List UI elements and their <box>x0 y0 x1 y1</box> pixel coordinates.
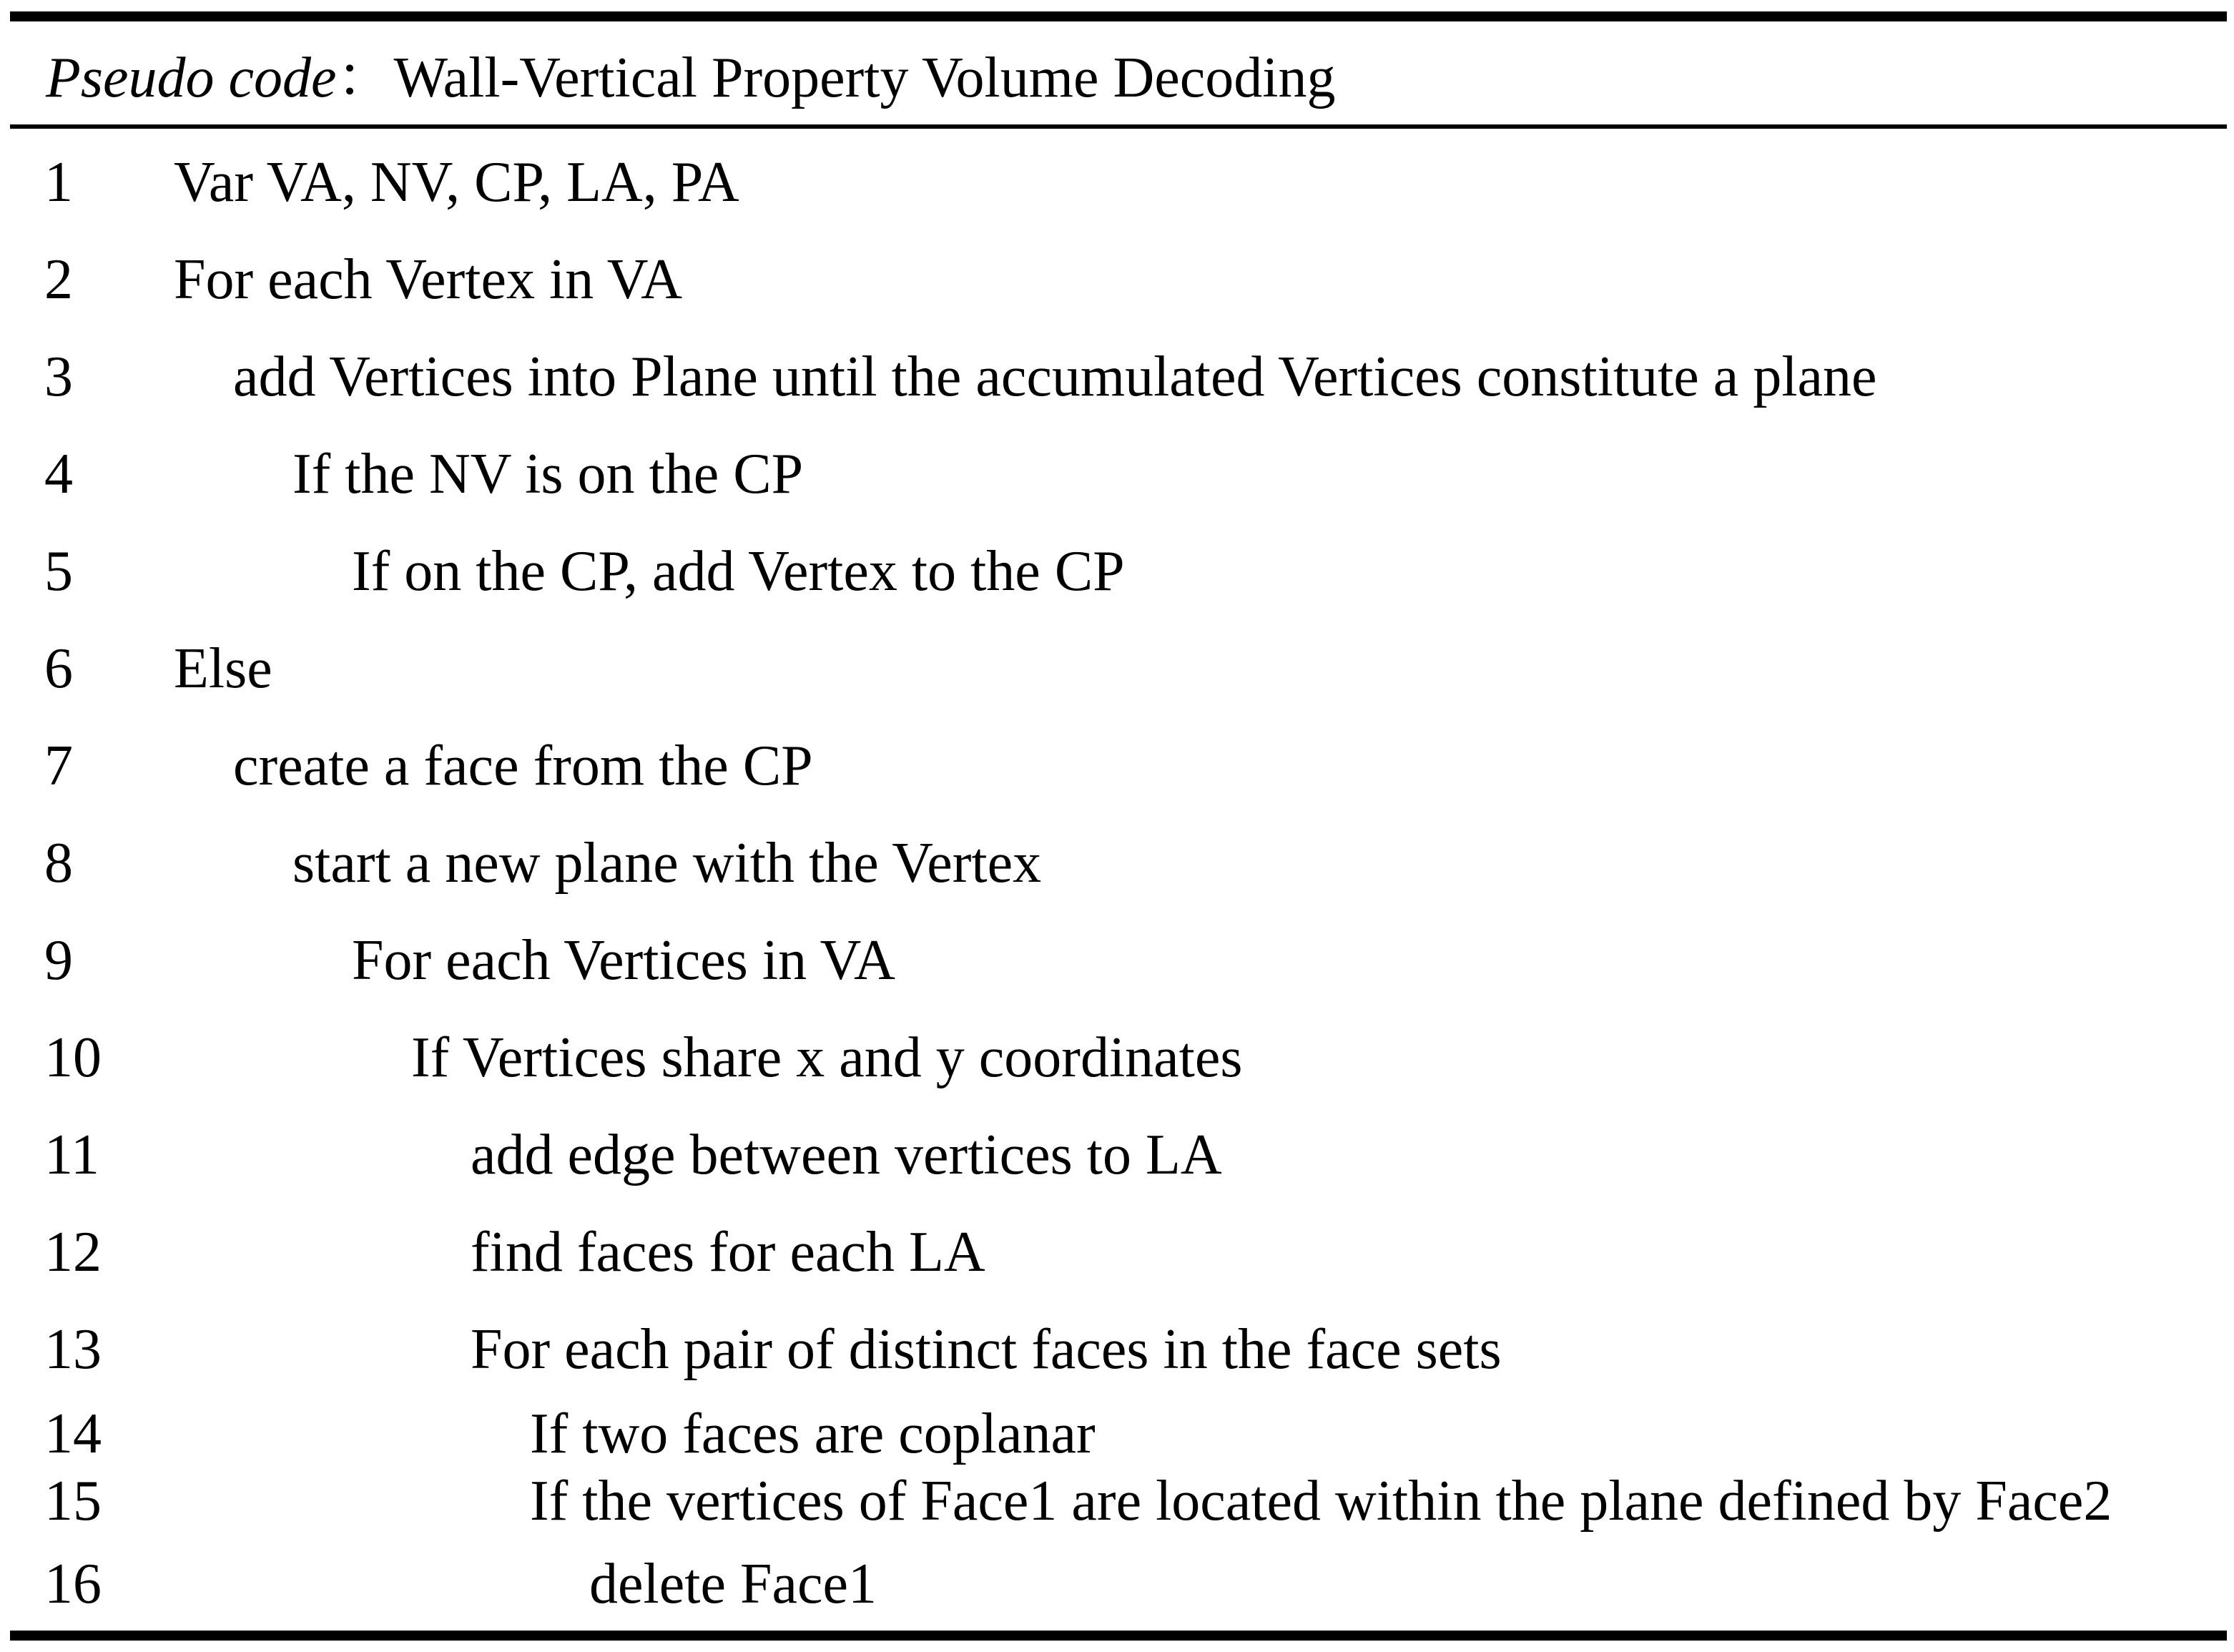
line-number: 4 <box>44 443 73 506</box>
code-line <box>0 240 2234 319</box>
code-line <box>0 143 2234 222</box>
code-text: create a face from the CP <box>233 734 813 797</box>
code-text: If the vertices of Face1 are located within the plane defined by Face2 <box>530 1470 2112 1533</box>
line-number: 3 <box>44 345 73 408</box>
code-line <box>0 1018 2234 1097</box>
code-text: If Vertices share x and y coordinates <box>411 1026 1243 1089</box>
code-line <box>0 1545 2234 1623</box>
table-header <box>46 39 1335 117</box>
code-line <box>0 1116 2234 1194</box>
line-number: 6 <box>44 637 73 700</box>
bottom-rule <box>10 1631 2227 1641</box>
line-number: 8 <box>44 832 73 895</box>
line-number: 9 <box>44 929 73 992</box>
code-text: add edge between vertices to LA <box>471 1124 1222 1186</box>
line-number: 7 <box>44 734 73 797</box>
code-line <box>0 532 2234 611</box>
code-line <box>0 727 2234 805</box>
code-text: If the NV is on the CP <box>292 443 804 506</box>
code-text: For each Vertices in VA <box>352 929 895 992</box>
code-line <box>0 824 2234 903</box>
line-number: 13 <box>44 1318 102 1381</box>
header-rule <box>10 124 2227 129</box>
code-line <box>0 921 2234 1000</box>
code-line <box>0 435 2234 513</box>
header-title: Wall-Vertical Property Volume Decoding <box>393 46 1336 109</box>
line-number: 11 <box>44 1124 100 1186</box>
line-number: 15 <box>44 1470 102 1533</box>
code-text: If on the CP, add Vertex to the CP <box>352 540 1125 603</box>
code-text: delete Face1 <box>589 1553 877 1616</box>
line-number: 1 <box>44 151 73 214</box>
line-number: 16 <box>44 1553 102 1616</box>
code-text: Var VA, NV, CP, LA, PA <box>174 151 739 214</box>
code-text: add Vertices into Plane until the accumulated Vertices constitute a plane <box>233 345 1877 408</box>
code-text: start a new plane with the Vertex <box>292 832 1042 895</box>
code-line <box>0 1213 2234 1292</box>
code-text: Else <box>174 637 272 700</box>
code-text: If two faces are coplanar <box>530 1402 1096 1465</box>
line-number: 5 <box>44 540 73 603</box>
header-label: Pseudo code <box>46 46 337 109</box>
code-text: find faces for each LA <box>471 1221 985 1284</box>
line-number: 14 <box>44 1402 102 1465</box>
line-number: 12 <box>44 1221 102 1284</box>
top-rule <box>10 11 2227 21</box>
code-text: For each pair of distinct faces in the face sets <box>471 1318 1502 1381</box>
code-line <box>0 1310 2234 1389</box>
line-number: 10 <box>44 1026 102 1089</box>
code-line <box>0 1462 2234 1540</box>
line-number: 2 <box>44 248 73 311</box>
code-line <box>0 338 2234 416</box>
code-text: For each Vertex in VA <box>174 248 683 311</box>
code-line <box>0 629 2234 708</box>
header-separator: ： <box>336 46 394 109</box>
